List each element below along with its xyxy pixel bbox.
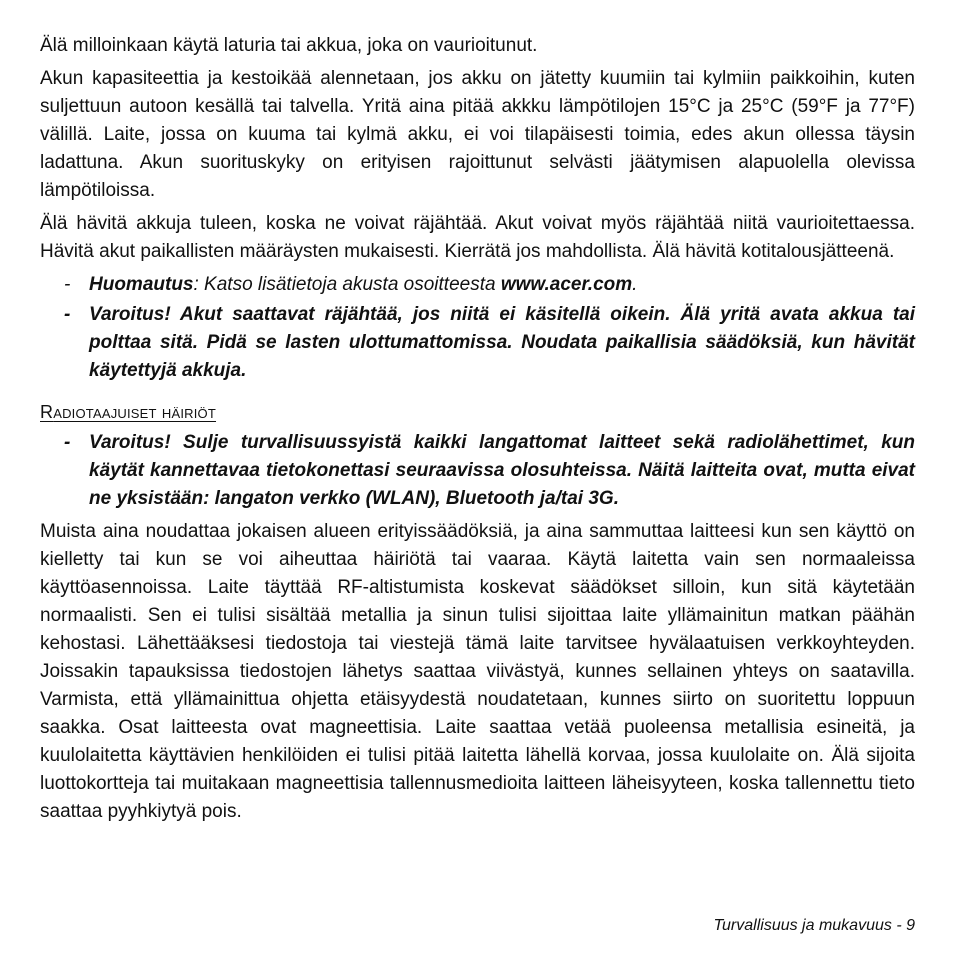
paragraph-rf-regulations: Muista aina noudattaa jokaisen alueen erityissäädöksiä, ja aina sammuttaa laitteesi kun sen käyttö on kielletty tai kun se voi aiheuttaa häiriötä tai vaaraa. Käytä laitetta vain sen normaaleissa käyttöasennoissa. Laite täyttää RF-altistumista koskevat säädökset silloin, kun sitä käytetään normaalisti. Sen ei tulisi sisältää metallia ja sinun tulisi sijoittaa laite yllämainitun matkan päähän kehostasi. Lähettääksesi tiedostoja tai viestejä tämä laite tarvitsee hyvälaatuisen verkkoyhteyden. Joissakin tapauksissa tiedostojen lähetys saattaa viivästyä, kunnes sellainen yhteys on saatavilla. Varmista, että yllämainittua ohjetta etäisyydestä noudatetaan, kunnes siirto on suoritettu loppuun saakka. Osat laitteesta ovat magneettisia. Laite saattaa vetää puoleensa metallisia esineitä, ja kuulolaitetta käyttävien henkilöiden ei tulisi pitää laitetta lähellä korvaa, jossa kuulolaite on. Älä sijoita luottokortteja tai muitakaan magneettisia tallennusmedioita laitteen läheisyyteen, koska tallennettu tieto saattaa pyyhkiytyä pois. xyxy=(40,521,915,822)
battery-warning-bullet xyxy=(40,301,915,385)
battery-warning-text: Varoitus! Akut saattavat räjähtää, jos niitä ei käsitellä oikein. Älä yritä avata akkua tai polttaa sitä. Pidä se lasten ulottumattomissa. Noudata paikallisia säädöksiä, kun hävität käytettyjä akkuja. xyxy=(89,304,915,381)
document-body xyxy=(40,32,915,831)
bullet-dash: - xyxy=(64,432,71,453)
paragraph-battery-capacity: Akun kapasiteettia ja kestoikää alennetaan, jos akku on jätetty kuumiin tai kylmiin paikkoihin, kuten suljettuun autoon kesällä tai talvella. Yritä aina pitää akkku lämpötilojen 15°C ja 25°C (59°F ja 77°F) välillä. Laite, jossa on kuuma tai kylmä akku, ei voi tilapäisesti toimia, edes akun ollessa täysin ladattuna. Akun suorituskyky on erityisen rajoittunut selvästi jäätymisen alapuolella olevissa lämpötiloissa. xyxy=(40,68,915,201)
bullet-dash: - xyxy=(64,304,71,325)
section-heading-radio-interference xyxy=(40,399,915,425)
heading-initial: R xyxy=(40,402,54,422)
wireless-warning-bullet xyxy=(40,429,915,513)
wireless-warning-text: Varoitus! Sulje turvallisuussyistä kaikki langattomat laitteet sekä radiolähettimet, kun käytät kannettavaa tietokonettasi seuraavissa olosuhteissa. Näitä laitteita ovat, mutta eivat ne yksistään: langaton verkko (WLAN), Bluetooth ja/tai 3G. xyxy=(89,432,915,509)
note-url: www.acer.com xyxy=(500,274,633,295)
note-text: : Katso lisätietoja akusta osoitteesta xyxy=(193,274,501,295)
paragraph-charger-warning: Älä milloinkaan käytä laturia tai akkua, joka on vaurioitunut. xyxy=(40,35,538,56)
note-bullet xyxy=(40,271,915,299)
note-end: . xyxy=(632,274,638,295)
heading-rest: adiotaajuiset häiriöt xyxy=(53,402,217,422)
page-footer: Turvallisuus ja mukavuus - 9 xyxy=(713,917,915,934)
bullet-dash: - xyxy=(64,274,71,295)
paragraph-battery-disposal: Älä hävitä akkuja tuleen, koska ne voivat räjähtää. Akut voivat myös räjähtää niitä vaurioitettaessa. Hävitä akut paikallisten määräysten mukaisesti. Kierrätä jos mahdollista. Älä hävitä kotitalousjätteenä. xyxy=(40,213,915,262)
note-label: Huomautus xyxy=(89,274,194,295)
